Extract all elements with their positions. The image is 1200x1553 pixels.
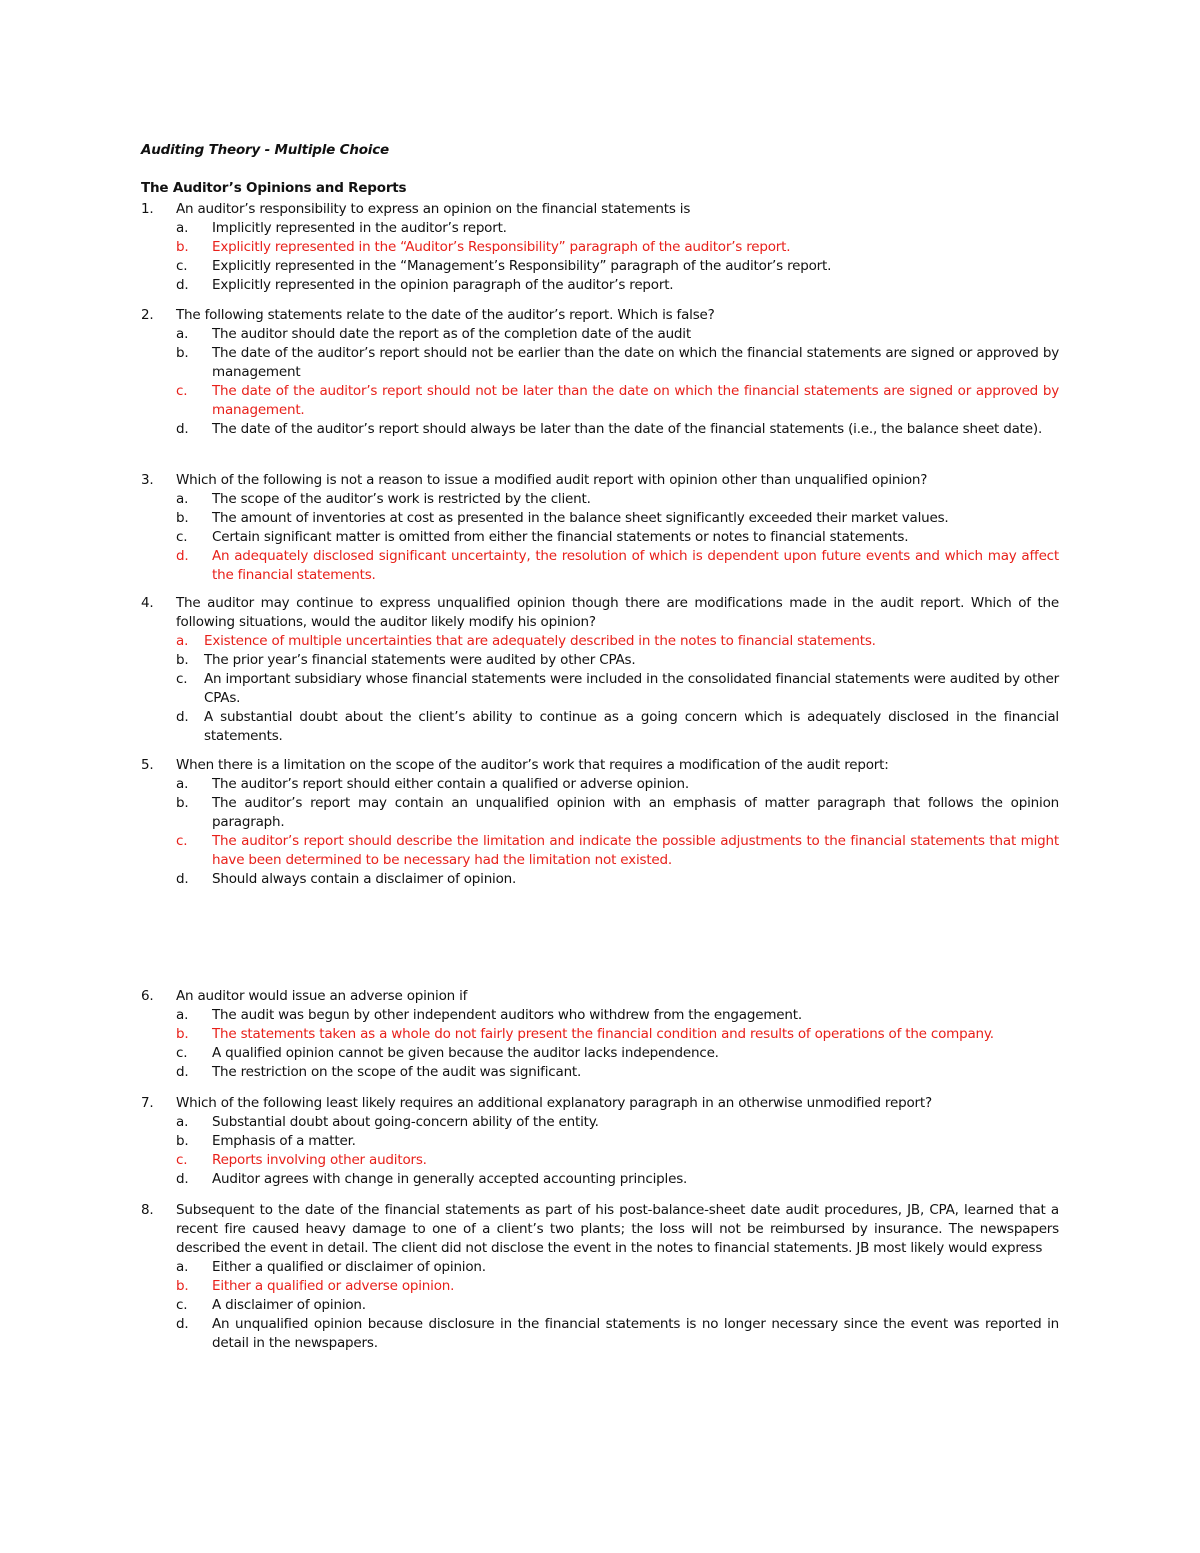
option-d: d. An unqualified opinion because disclosure in the financial statements is no longer necessary since the event was reported in detail in the newspapers. <box>176 1316 1059 1351</box>
option-b-correct-answer: b. Explicitly represented in the “Auditor’s Responsibility” paragraph of the auditor’s report. <box>176 239 791 255</box>
section-title: The Auditor’s Opinions and Reports <box>141 180 407 196</box>
question-text: Which of the following least likely requires an additional explanatory paragraph in an otherwise unmodified report? <box>176 1095 932 1111</box>
option-d: d. The restriction on the scope of the audit was significant. <box>176 1064 582 1080</box>
option-a: a. Substantial doubt about going-concern ability of the entity. <box>176 1114 599 1130</box>
document-title: Auditing Theory - Multiple Choice <box>141 142 389 158</box>
option-c: c. Certain significant matter is omitted from either the financial statements or notes to financial statements. <box>176 529 909 545</box>
option-b: b. The prior year’s financial statements were audited by other CPAs. <box>176 652 636 668</box>
question-text: The following statements relate to the date of the auditor’s report. Which is false? <box>176 307 715 323</box>
question-number: 5. <box>141 757 154 773</box>
question-number: 2. <box>141 307 154 323</box>
question-number: 7. <box>141 1095 154 1111</box>
option-a: a. The auditor’s report should either contain a qualified or adverse opinion. <box>176 776 690 792</box>
option-d: d. Explicitly represented in the opinion paragraph of the auditor’s report. <box>176 277 674 293</box>
option-d: d. Should always contain a disclaimer of opinion. <box>176 871 517 887</box>
option-b: b. The amount of inventories at cost as presented in the balance sheet significantly exceeded their market values. <box>176 510 949 526</box>
question-number: 4. <box>141 595 154 611</box>
question-7 <box>141 1094 1059 1189</box>
option-b: b. Emphasis of a matter. <box>176 1133 356 1149</box>
question-4 <box>141 594 1059 746</box>
question-3 <box>141 471 1059 585</box>
option-b: b. The auditor’s report may contain an unqualified opinion with an emphasis of matter paragraph that follows the opinion paragraph. <box>176 795 1059 830</box>
question-number: 1. <box>141 201 154 217</box>
option-d-correct-answer: d. An adequately disclosed significant uncertainty, the resolution of which is dependent upon future events and which may affect the financial statements. <box>176 548 1059 583</box>
option-c-correct-answer: c. The date of the auditor’s report should not be later than the date on which the financial statements are signed or approved by management. <box>176 383 1059 418</box>
option-b-correct-answer: b. Either a qualified or adverse opinion. <box>176 1278 455 1294</box>
question-text: Which of the following is not a reason to issue a modified audit report with opinion other than unqualified opinion? <box>176 472 928 488</box>
option-d: d. The date of the auditor’s report should always be later than the date of the financial statements (i.e., the balance sheet date). <box>176 421 1043 437</box>
option-a: a. Either a qualified or disclaimer of opinion. <box>176 1259 486 1275</box>
option-a: a. The scope of the auditor’s work is restricted by the client. <box>176 491 591 507</box>
question-6 <box>141 987 1059 1082</box>
option-c: c. A disclaimer of opinion. <box>176 1297 366 1313</box>
option-b-correct-answer: b. The statements taken as a whole do not fairly present the financial condition and results of operations of the company. <box>176 1026 994 1042</box>
option-c: c. A qualified opinion cannot be given because the auditor lacks independence. <box>176 1045 719 1061</box>
option-a: a. The audit was begun by other independent auditors who withdrew from the engagement. <box>176 1007 802 1023</box>
option-c: c. Explicitly represented in the “Management’s Responsibility” paragraph of the auditor’s report. <box>176 258 832 274</box>
question-1 <box>141 200 1059 295</box>
question-number: 3. <box>141 472 154 488</box>
option-d: d. A substantial doubt about the client’s ability to continue as a going concern which is adequately disclosed in the financial statements. <box>176 709 1059 744</box>
question-number: 8. <box>141 1202 154 1218</box>
option-a-correct-answer: a. Existence of multiple uncertainties that are adequately described in the notes to financial statements. <box>176 633 876 649</box>
question-text: The auditor may continue to express unqualified opinion though there are modifications made in the audit report. Which of the following situations, would the auditor likely modify his opinion? <box>176 595 1059 630</box>
question-8 <box>141 1201 1059 1353</box>
option-b: b. The date of the auditor’s report should not be earlier than the date on which the financial statements are signed or approved by management <box>176 345 1059 380</box>
option-d: d. Auditor agrees with change in generally accepted accounting principles. <box>176 1171 688 1187</box>
question-text: An auditor would issue an adverse opinion if <box>176 988 468 1004</box>
question-number: 6. <box>141 988 154 1004</box>
option-a: a. Implicitly represented in the auditor’s report. <box>176 220 507 236</box>
question-text: Subsequent to the date of the financial statements as part of his post-balance-sheet date audit procedures, JB, CPA, learned that a recent fire caused heavy damage to one of a client’s two plants; the loss will not be reimbursed by insurance. The newspapers described the event in detail. The client did not disclose the event in the notes to financial statements. JB most likely would express <box>176 1202 1059 1256</box>
question-text: When there is a limitation on the scope of the auditor’s work that requires a modification of the audit report: <box>176 757 889 773</box>
question-2 <box>141 306 1059 439</box>
question-text: An auditor’s responsibility to express an opinion on the financial statements is <box>176 201 691 217</box>
option-a: a. The auditor should date the report as of the completion date of the audit <box>176 326 691 342</box>
question-5 <box>141 756 1059 889</box>
option-c-correct-answer: c. Reports involving other auditors. <box>176 1152 427 1168</box>
option-c-correct-answer: c. The auditor’s report should describe the limitation and indicate the possible adjustments to the financial statements that might have been determined to be necessary had the limitation not existed. <box>176 833 1059 868</box>
option-c: c. An important subsidiary whose financial statements were included in the consolidated financial statements were audited by other CPAs. <box>176 671 1059 706</box>
